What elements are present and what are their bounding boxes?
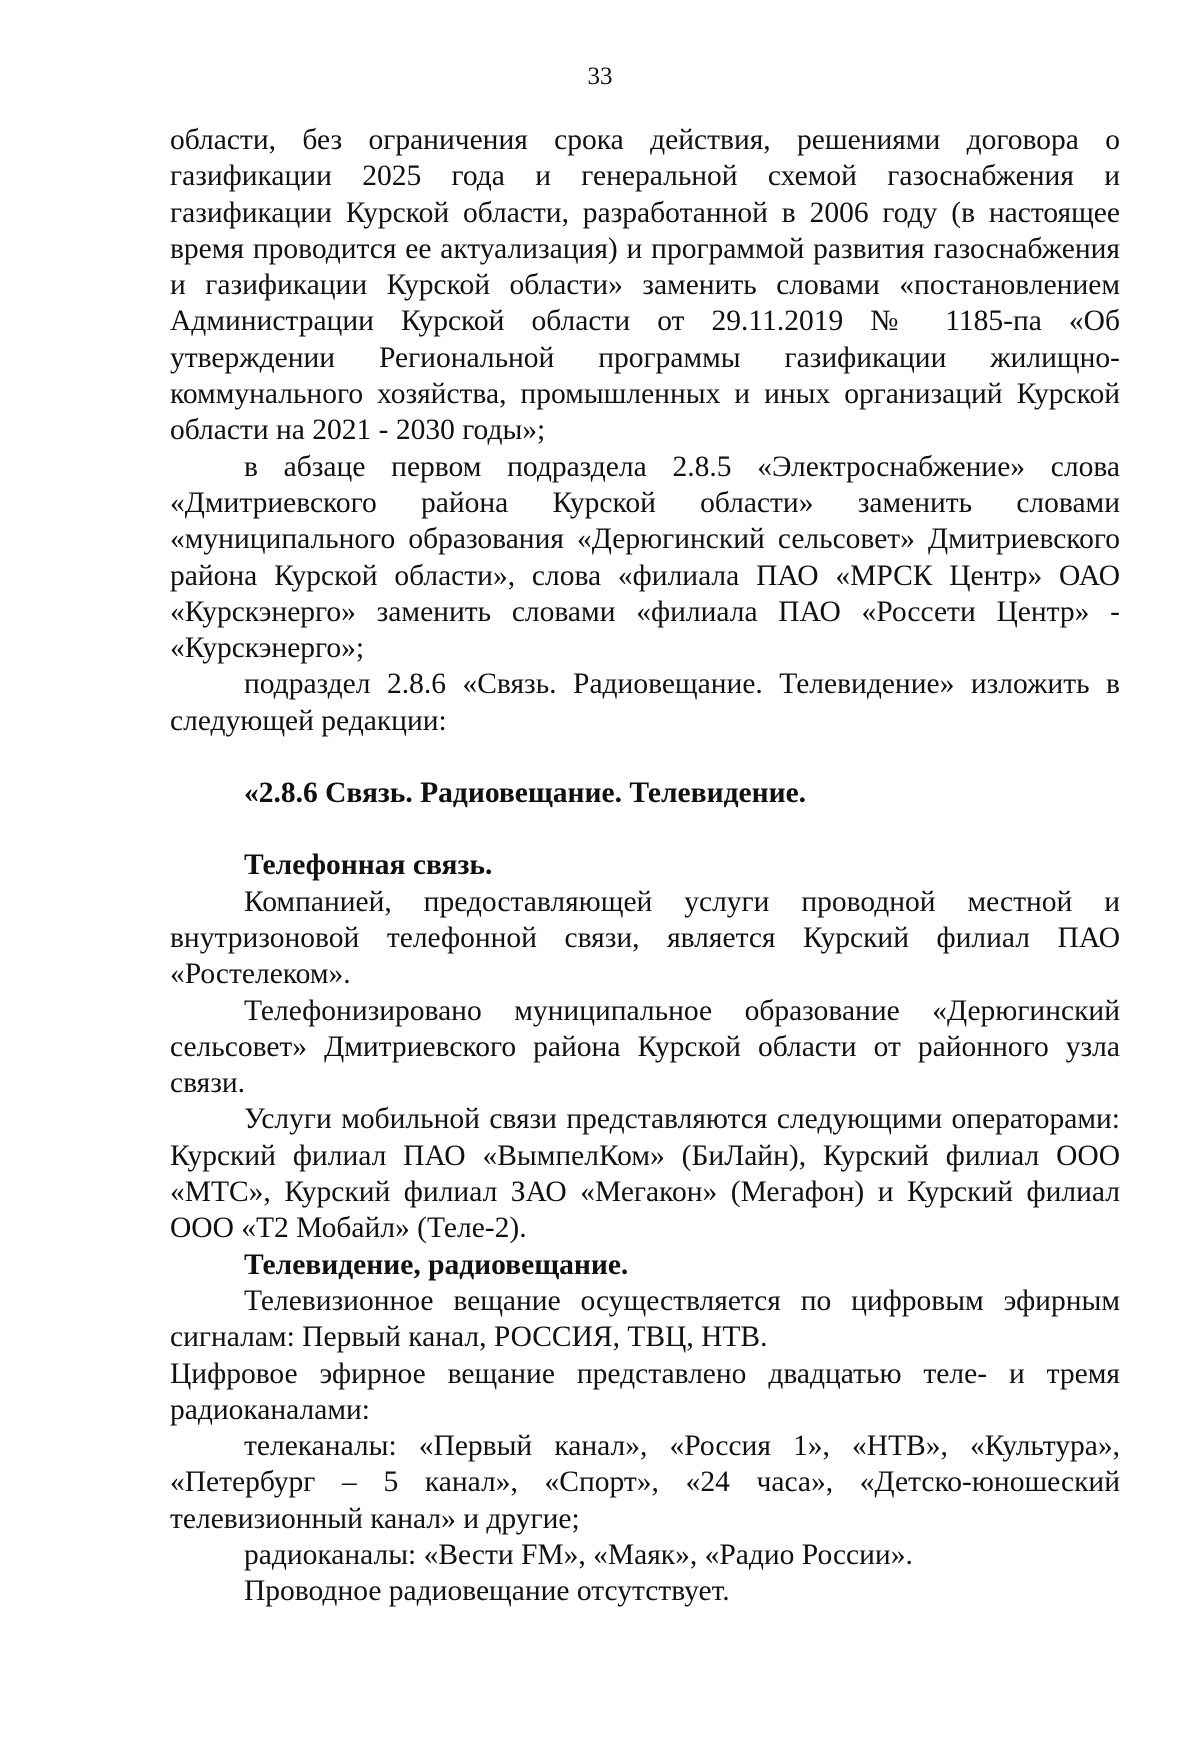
paragraph-digital-broadcast: Цифровое эфирное вещание представлено двадцатью теле- и тремя радиоканалами: <box>170 1357 1120 1426</box>
paragraph-landline-provider: Компанией, предоставляющей услуги проводной местной и внутризоновой телефонной связи, является Курский филиал ПАО «Ростелеком». <box>170 885 1120 991</box>
subheading-telephone: Телефонная связь. <box>244 849 493 882</box>
paragraph-wired-radio: Проводное радиовещание отсутствует. <box>244 1575 730 1608</box>
paragraph-tv-broadcast: Телевизионное вещание осуществляется по цифровым эфирным сигналам: Первый канал, РОССИЯ, ТВЦ, НТВ. <box>170 1284 1120 1354</box>
paragraph-telephonization: Телефонизировано муниципальное образование «Дерюгинский сельсовет» Дмитриевского района Курской области от районного узла связи. <box>170 994 1120 1100</box>
subheading-tv-radio: Телевидение, радиовещание. <box>244 1248 629 1281</box>
paragraph-radio-channels: радиоканалы: «Вести FM», «Маяк», «Радио России». <box>244 1538 913 1571</box>
paragraph-electricity-amendment: в абзаце первом подраздела 2.8.5 «Электроснабжение» слова «Дмитриевского района Курской области» заменить словами «муниципального образования «Дерюгинский сельсовет» Дмитриевского района Курской области», слова «филиала ПАО «МРСК Центр» ОАО «Курскэнерго» заменить словами «филиала ПАО «Россети Центр» - «Курскэнерго»; <box>170 450 1120 665</box>
page-number: 33 <box>587 63 613 90</box>
document-body <box>170 122 1120 1610</box>
paragraph-gasification-amendment: области, без ограничения срока действия, решениями договора о газификации 2025 года и генеральной схемой газоснабжения и газификации Курской области, разработанной в 2006 году (в настоящее время проводится ее актуализация) и программой развития газоснабжения и газификации Курской области» заменить словами «постановлением Администрации Курской области от 29.11.2019 № 1185-па «Об утверждении Региональной программы газификации жилищно-коммунального хозяйства, промышленных и иных организаций Курской области на 2021 - 2030 годы»; <box>170 124 1120 447</box>
paragraph-tv-channels: телеканалы: «Первый канал», «Россия 1», «НТВ», «Культура», «Петербург – 5 канал», «Спорт», «24 часа», «Детско-юношеский телевизионный канал» и другие; <box>170 1430 1120 1535</box>
paragraph-mobile-operators: Услуги мобильной связи представляются следующими операторами: Курский филиал ПАО «ВымпелКом» (БиЛайн), Курский филиал ООО «МТС», Курский филиал ЗАО «Мегакон» (Мегафон) и Курский филиал ООО «Т2 Мобайл» (Теле-2). <box>170 1103 1120 1245</box>
section-heading-communications: «2.8.6 Связь. Радиовещание. Телевидение. <box>244 777 807 810</box>
paragraph-section-restatement: подраздел 2.8.6 «Связь. Радиовещание. Телевидение» изложить в следующей редакции: <box>170 668 1120 737</box>
